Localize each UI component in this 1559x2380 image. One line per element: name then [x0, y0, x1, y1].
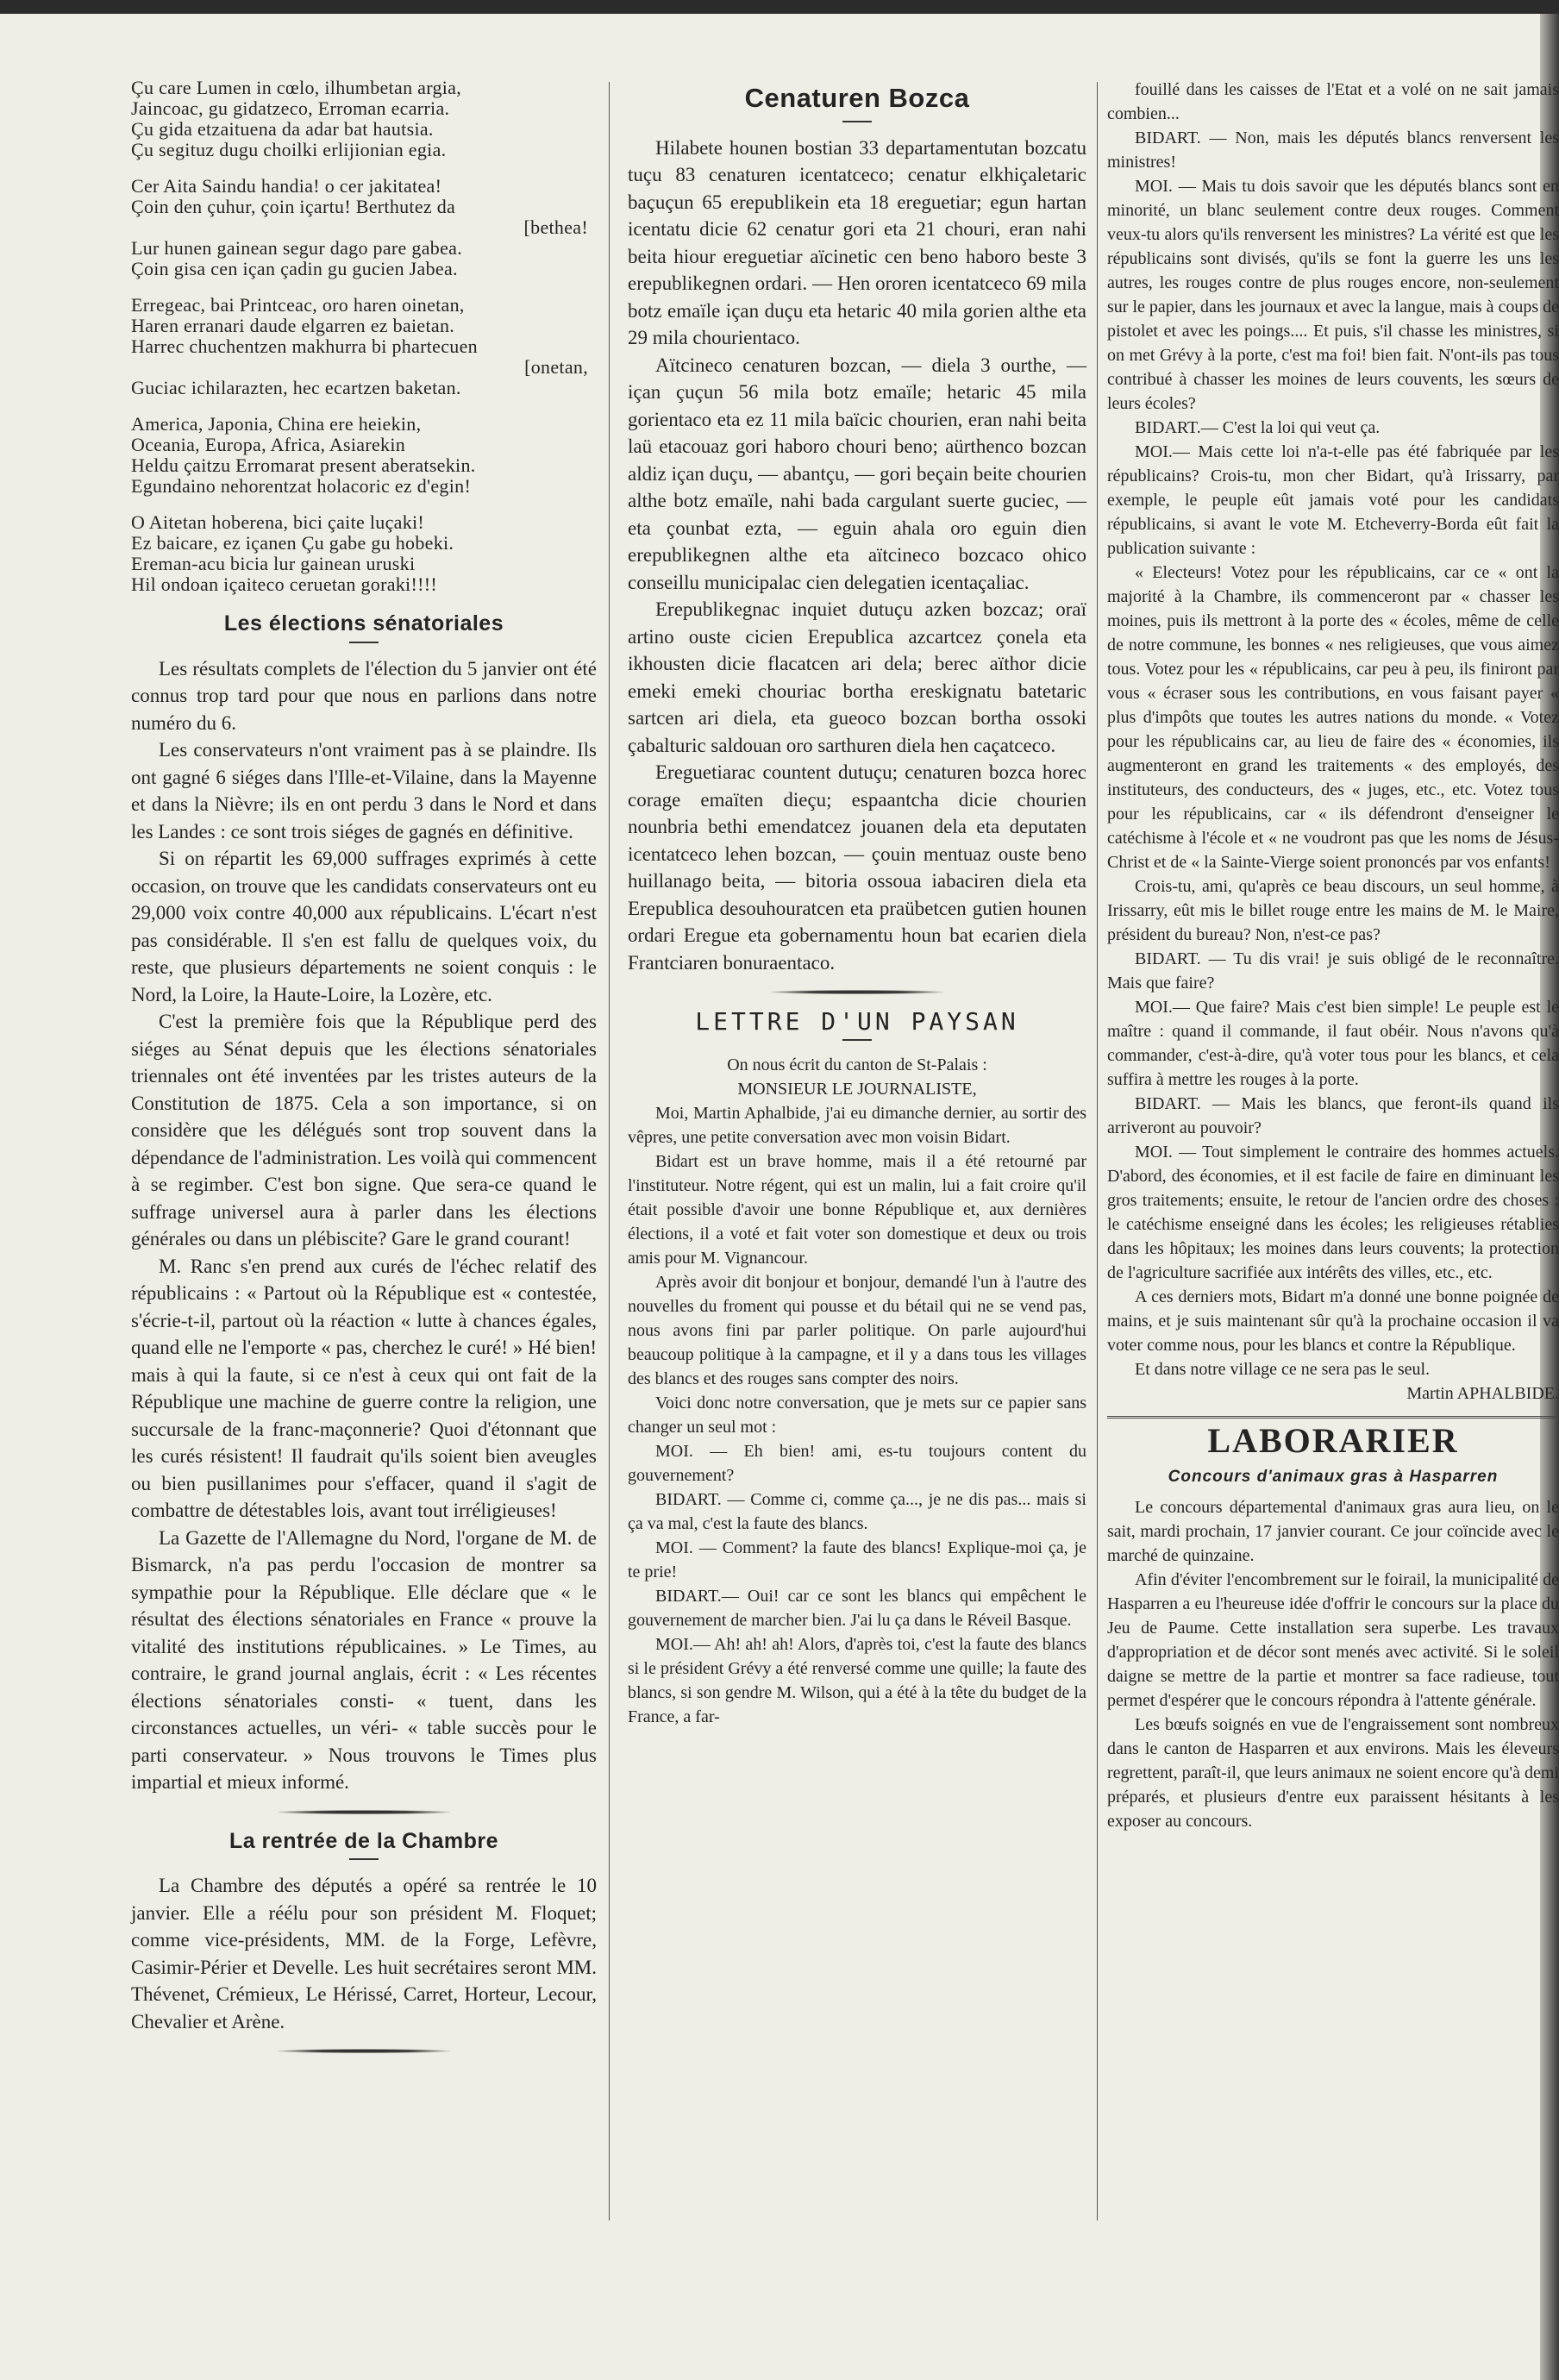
poem-line: Çu segituz dugu choilki erlijionian egia. — [131, 139, 447, 160]
laborarier-paragraph: Les bœufs soignés en vue de l'engraissement sont nombreux dans le canton de Hasparren et aux environs. Mais les éleveurs regrettent, paraît-il, que leurs animaux ne soient encore qu'à demi préparés, et plusieurs d'entre eux paraissent hésitants à les exposer au concours. — [1107, 1715, 1559, 1831]
cenaturen-paragraph: Erepublikegnac inquiet dutuçu azken bozcaz; oraï artino ouste cicien Erepublica azcartcez çonela eta ikhousten dicie flacatcen ari dela; berec aïthor dicie emeki emeki chouriac bortha ereskignatu batetaric sartcen ari diela, eta gueoco bozcan bortha ossoki çabalturic saldouan oro sarthuren diela hen caçatceco. — [628, 598, 1086, 756]
lettre-signature: Martin APHALBIDE. — [1406, 1384, 1559, 1403]
title-dash — [842, 1039, 872, 1041]
lettre-paragraph: MOI.— Mais cette loi n'a-t-elle pas été fabriquée par les républicains? Crois-tu, mon cher Bidart, qu'à Irissarry, par exemple, le peuple eût jamais voté pour les candidats républicains, si avant le vote M. Etcheverry-Borda eût fait la publication suivante : — [1107, 442, 1559, 558]
lettre-paragraph: BIDART. — Mais les blancs, que feront-ils quand ils arriveront au pouvoir? — [1107, 1094, 1559, 1137]
chambre-title: La rentrée de la Chambre — [229, 1828, 499, 1853]
lettre-intro: On nous écrit du canton de St-Palais : — [727, 1055, 987, 1074]
lettre-paragraph: A ces derniers mots, Bidart m'a donné une bonne poignée de mains, et je suis maintenant sûr qu'à la prochaine occasion il va voter comme nous, pour les blancs et contre la République. — [1107, 1287, 1559, 1355]
poem-line: Hil ondoan içaiteco ceruetan goraki!!!! — [131, 573, 437, 595]
chambre-paragraph: La Chambre des députés a opéré sa rentrée le 10 janvier. Elle a réélu pour son président M. Floquet; comme vice-présidents, MM. de la Forge, Lefèvre, Casimir-Périer et Develle. Les huit secrétaires seront MM. Thévenet, Crémieux, Le Hérissé, Carret, Horteur, Lecour, Chevalier et Arène. — [131, 1875, 597, 2032]
elections-paragraph: Les conservateurs n'ont vraiment pas à se plaindre. Ils ont gagné 6 siéges dans l'Ille-et-Vilaine, dans la Mayenne et dans la Nièvre; ils en ont perdu 3 dans le Nord et dans les Landes : ce sont trois siéges de gagnés en définitive. — [131, 739, 597, 842]
column-rule — [609, 82, 610, 2220]
cenaturen-paragraph: Aïtcineco cenaturen bozcan, — diela 3 ourthe, — içan çuçun 56 mila botz emaïle; hetaric 45 mila gorientaco eta ez 11 mila baïcic chourien, eran nahi beita laü etacouaz gori haboro chouri beno; aürthenco bozcan aldiz içan duçu, — abantçu, — gori beçain beite chourien althe botz emaïle, nahi bada cargulant suerte guciec, — eta çounbat ezta, — eguin ahala oro eguin dien erepublikegnen althe eta aïtcineco bozcaco ohico conseillu municipalac cien delegatien icentaçaliac. — [628, 354, 1086, 593]
lettre-paragraph: Moi, Martin Aphalbide, j'ai eu dimanche dernier, au sortir des vêpres, une petite conversation avec mon voisin Bidart. — [628, 1103, 1086, 1147]
poem-stanza — [131, 78, 597, 160]
laborarier-subtitle: Concours d'animaux gras à Hasparren — [1168, 1467, 1499, 1486]
elections-paragraph: C'est la première fois que la République perd des siéges au Sénat depuis que les élections sénatoriales triennales ont été inventées par les tristes auteurs de la Constitution de 1875. Cela a son importance, si on considère que les délégués sont trop souvent dans la dépendance de l'administration. Les voilà qui commencent à se regimber. C'est bon signe. Que sera-ce quand le suffrage universel aura à parler dans les élections générales ou dans un plébiscite? Gare le grand courant! — [131, 1011, 597, 1250]
poem-stanza — [131, 512, 597, 595]
basque-poem — [131, 78, 597, 595]
poem-line: Cer Aita Saindu handia! o cer jakitatea! — [131, 175, 442, 197]
title-dash — [842, 121, 872, 122]
lettre-paragraph: MOI. — Tout simplement le contraire des hommes actuels. D'abord, des économies, et il est facile de faire en diminuant les gros traitements; ensuite, le retour de l'ancien ordre des choses : le catéchisme enseigné dans les écoles; les religieuses rétablies dans les hôpitaux; les moines dans leurs couvents; la protection de l'agriculture sacrifiée aux intérêts des villes, etc., etc. — [1107, 1143, 1559, 1282]
lettre-paragraph: MOI.— Ah! ah! ah! Alors, d'après toi, c'est la faute des blancs si le président Grévy a été renversé comme une quille; la faute des blancs, si son gendre M. Wilson, qui a été à la tête du budget de la France, a far- — [628, 1634, 1086, 1726]
lettre-paragraph: MOI.— Que faire? Mais c'est bien simple! Le peuple est le maître : quand il commande, il faut obéir. Nous n'avons qu'à commander, c'est-à-dire, qu'à voter tous pour les blancs, et cela suffira à mettre les rouges à la porte. — [1107, 998, 1559, 1089]
article-lettre — [628, 1008, 1086, 1729]
laborarier-title: LABORARIER — [1207, 1421, 1459, 1460]
laborarier-paragraph: Afin d'éviter l'encombrement sur le foirail, la municipalité de Hasparren a eu l'heureuse idée d'offrir le concours sur la place du Jeu de Paume. Cette installation sera superbe. Les travaux d'appropriation et de décor sont menés avec activité. Si le soleil daigne se mettre de la partie et montrer sa face radieuse, tout permet d'espérer que le concours répondra à l'attente générale. — [1107, 1570, 1559, 1710]
poem-line: Jaincoac, gu gidatzeco, Erroman ecarria. — [131, 97, 450, 119]
cenaturen-title: Cenaturen Bozca — [744, 83, 970, 113]
section-rule — [1107, 1416, 1559, 1419]
laborarier-paragraph: Le concours départemental d'animaux gras aura lieu, on le sait, mardi prochain, 17 janvier courant. Ce jour coïncide avec le marché de quinzaine. — [1107, 1498, 1559, 1565]
poem-line: Haren erranari daude elgarren ez baietan. — [131, 315, 455, 336]
poem-stanza — [131, 295, 597, 398]
elections-paragraph: Si on répartit les 69,000 suffrages exprimés à cette occasion, on trouve que les candidats conservateurs ont eu 29,000 voix contre 40,000 aux républicains. L'écart n'est pas considérable. Il s'en est fallu de quelques voix, du reste, que plusieurs départements ne soient conquis : le Nord, la Loire, la Haute-Loire, la Lozère, etc. — [131, 848, 597, 1005]
poem-line: Erregeac, bai Printceac, oro haren oinetan, — [131, 294, 465, 316]
column-rule — [1097, 82, 1098, 2220]
elections-paragraph: Les résultats complets de l'élection du 5 janvier ont été connus trop tard pour que nous en parlions dans notre numéro du 6. — [131, 657, 597, 734]
lettre-paragraph: MOI. — Comment? la faute des blancs! Explique-moi ça, je te prie! — [628, 1538, 1086, 1581]
poem-line: [bethea! — [523, 216, 588, 238]
article-cenaturen — [628, 85, 1086, 976]
poem-line: Guciac ichilarazten, hec ecartzen baketan. — [131, 377, 461, 398]
lettre-paragraph: MOI. — Eh bien! ami, es-tu toujours content du gouvernement? — [628, 1441, 1086, 1485]
lettre-paragraph: Crois-tu, ami, qu'après ce beau discours, un seul homme, à Irissarry, eût mis le billet rouge entre les mains de M. le Maire, président du bureau? Non, n'est-ce pas? — [1107, 877, 1559, 944]
separator-ornament — [278, 2049, 450, 2053]
poem-line: Harrec chuchentzen makhurra bi phartecuen — [131, 335, 478, 357]
lettre-paragraph: MOI. — Mais tu dois savoir que les députés blancs sont en minorité, un blanc seulement contre deux rouges. Comment veux-tu alors qu'ils renversent les ministres? La vérité est que les républicains sont divisés, qu'ils se font la guerre les uns les autres, les rouges contre de plus rouges encore, non-seulement sur le papier, dans les journaux et avec la langue, mais à coups de pistolet et avec les poings.... Et puis, s'il chasse les ministres, si on met Grévy à la porte, c'est ma foi! bien fait. N'ont-ils pas tous contribué à chasser les moines de leurs couvents, les sœurs de leurs écoles? — [1107, 177, 1559, 413]
lettre-paragraph: Et dans notre village ce ne sera pas le seul. — [1135, 1360, 1431, 1379]
poem-stanza — [131, 176, 597, 279]
lettre-paragraph: BIDART. — Non, mais les députés blancs renversent les ministres! — [1107, 128, 1559, 172]
poem-line: Oceania, Europa, Africa, Asiarekin — [131, 434, 406, 455]
column-left — [131, 78, 597, 2067]
title-dash — [349, 642, 379, 643]
cenaturen-paragraph: Ereguetiarac countent dutuçu; cenaturen bozca horec corage emaïten dieçu; espaantcha dicie chourien nounbria bethi emendatcez jouanen dela eta deputaten icentatceco lehen bozcan, — çouin mentuaz ouste beno huillanago beita, — bitoria ossoua iabaciren diela eta Erepublica desouhouratcen eta praübetcen gutien hounen ordari Eregue eta gobernamentu houn bat ecarien diela Frantciaren bonuraentaco. — [628, 761, 1086, 974]
poem-line: Lur hunen gainean segur dago pare gabea. — [131, 237, 463, 259]
lettre-paragraph: BIDART.— Oui! car ce sont les blancs qui empêchent le gouvernement de marcher bien. J'ai lu ça dans le Réveil Basque. — [628, 1586, 1086, 1630]
poem-line: Çoin gisa cen içan çadin gu gucien Jabea. — [131, 258, 458, 279]
poem-stanza — [131, 414, 597, 497]
cenaturen-paragraph: Hilabete hounen bostian 33 departamentutan bozcatu tuçu 83 cenaturen icentatceco; cenatur elkhiçaletaric baçuçun 65 erepublikein eta 18 ereguetiar; egun hartan icentatu dicie 62 cenatur gori eta 21 chouri, eran nahi beita hiour ereguetiar aïcinetic cen beno haboro beste 3 erepublikegnen ordari. — Hen ororen icentatceco 69 mila botz emaïle içan duçu eta hetaric 40 mila gorien althe eta 29 mila chourientaco. — [628, 136, 1086, 348]
article-chambre — [131, 1828, 597, 2036]
lettre-paragraph: fouillé dans les caisses de l'Etat et a volé on ne sait jamais combien... — [1107, 80, 1559, 123]
lettre-paragraph: Après avoir dit bonjour et bonjour, demandé l'un à l'autre des nouvelles du froment qui pousse et du bétail qui ne se vend pas, nous avons fini par parler politique. On parle aujourd'hui beaucoup politique à la campagne, et il y a dans tous les villages des blancs et des rouges sans compter des noirs. — [628, 1272, 1086, 1388]
poem-line: Ez baicare, ez içanen Çu gabe gu hobeki. — [131, 532, 454, 554]
elections-paragraph: La Gazette de l'Allemagne du Nord, l'organe de M. de Bismarck, n'a pas perdu l'occasion de montrer sa sympathie pour la République. Elle déclare que « le résultat des élections sénatoriales en France « prouve la vitalité des institutions républicaines. » Le Times, au contraire, le grand journal anglais, écrit : « Les récentes élections sénatoriales consti- « tuent, dans les circonstances actuelles, un véri- « table succès pour le parti conservateur. » Nous trouvons le Times plus impartial et mieux informé. — [131, 1526, 597, 1793]
poem-line: Ereman-acu bicia lur gainean uruski — [131, 553, 416, 574]
column-middle — [628, 78, 1086, 1729]
poem-line: Çoin den çuhur, çoin içartu! Berthutez da — [131, 196, 456, 217]
lettre-paragraph: BIDART. — Tu dis vrai! je suis obligé de le reconnaître. Mais que faire? — [1107, 949, 1559, 993]
column-right — [1107, 78, 1559, 2354]
lettre-paragraph: « Electeurs! Votez pour les républicains, car ce « ont la majorité à la Chambre, ils commenceront par « chasser les moines, puis ils mettront à la porte des « écoles, même de celle de notre commune, les bonnes « nes religieuses, que vous aimez tous. Votez pour les « républicains, car peu à peu, ils finiront par vous « écraser sous les contributions, en vous faisant payer « plus d'impôts que toutes les autres nations du monde. « Votez pour les républicains car, au lieu de faire des « économies, ils augmenteront en grand les traitements « des employés, des instituteurs, des conducteurs, des « juges, etc., etc. Votez tous pour les républicains, car « ils défendront d'enseigner le catéchisme à l'école et « ne voudront pas que les noms de Jésus-Christ et de « la Sainte-Vierge soient prononcés par vos enfants! — [1107, 563, 1559, 872]
title-dash — [349, 1858, 379, 1860]
poem-line: O Aitetan hoberena, bici çaite luçaki! — [131, 511, 425, 533]
poem-line: Egundaino nehorentzat holacoric ez d'egin! — [131, 475, 472, 497]
lettre-paragraph: BIDART.— C'est la loi qui veut ça. — [1135, 418, 1381, 437]
poem-line: Çu gida etzaituena da adar bat hautsia. — [131, 118, 434, 140]
elections-paragraph: M. Ranc s'en prend aux curés de l'échec relatif des républicains : « Partout où la République est « contestée, s'écrie-t-il, partout où la réaction « lutte à chances égales, quand elle ne l'emporte « pas, cherchez le curé! » Hé bien! mais à qui la faute, si ce n'est à ceux qui ont fait de la République une machine de guerre contre la religion, une succursale de la franc-maçonnerie? Quoi d'étonnant que les curés résistent! Il faudrait qu'ils soient bien aveugles ou bien pusillanimes pour s'effacer, quand il s'agit de combattre de détestables lois, avant tout irréligieuses! — [131, 1255, 597, 1521]
poem-line: America, Japonia, China ere heiekin, — [131, 413, 422, 435]
separator-ornament — [278, 1810, 450, 1814]
separator-ornament — [771, 990, 943, 994]
lettre-title: LETTRE D'UN PAYSAN — [695, 1007, 1019, 1036]
lettre-paragraph: BIDART. — Comme ci, comme ça..., je ne dis pas... mais si ça va mal, c'est la faute des blancs. — [628, 1489, 1086, 1533]
lettre-salutation: MONSIEUR LE JOURNALISTE, — [737, 1079, 977, 1099]
article-laborarier — [1107, 1421, 1559, 1833]
page-top-border — [0, 0, 1559, 14]
lettre-paragraph: Voici donc notre conversation, que je mets sur ce papier sans changer un seul mot : — [628, 1393, 1086, 1437]
poem-line: [onetan, — [524, 356, 588, 378]
lettre-paragraph: Bidart est un brave homme, mais il a été retourné par l'instituteur. Notre régent, qui est un malin, lui a fait croire qu'il était possible d'avoir une bonne République et, aux dernières élections, il a voté et fait voter son domestique et deux ou trois amis pour M. Vignancour. — [628, 1151, 1086, 1268]
poem-line: Çu care Lumen in cœlo, ilhumbetan argia, — [131, 77, 462, 98]
elections-title: Les élections sénatoriales — [223, 611, 504, 636]
article-elections — [131, 611, 597, 1796]
poem-line: Heldu çaitzu Erromarat present aberatsekin. — [131, 454, 476, 476]
